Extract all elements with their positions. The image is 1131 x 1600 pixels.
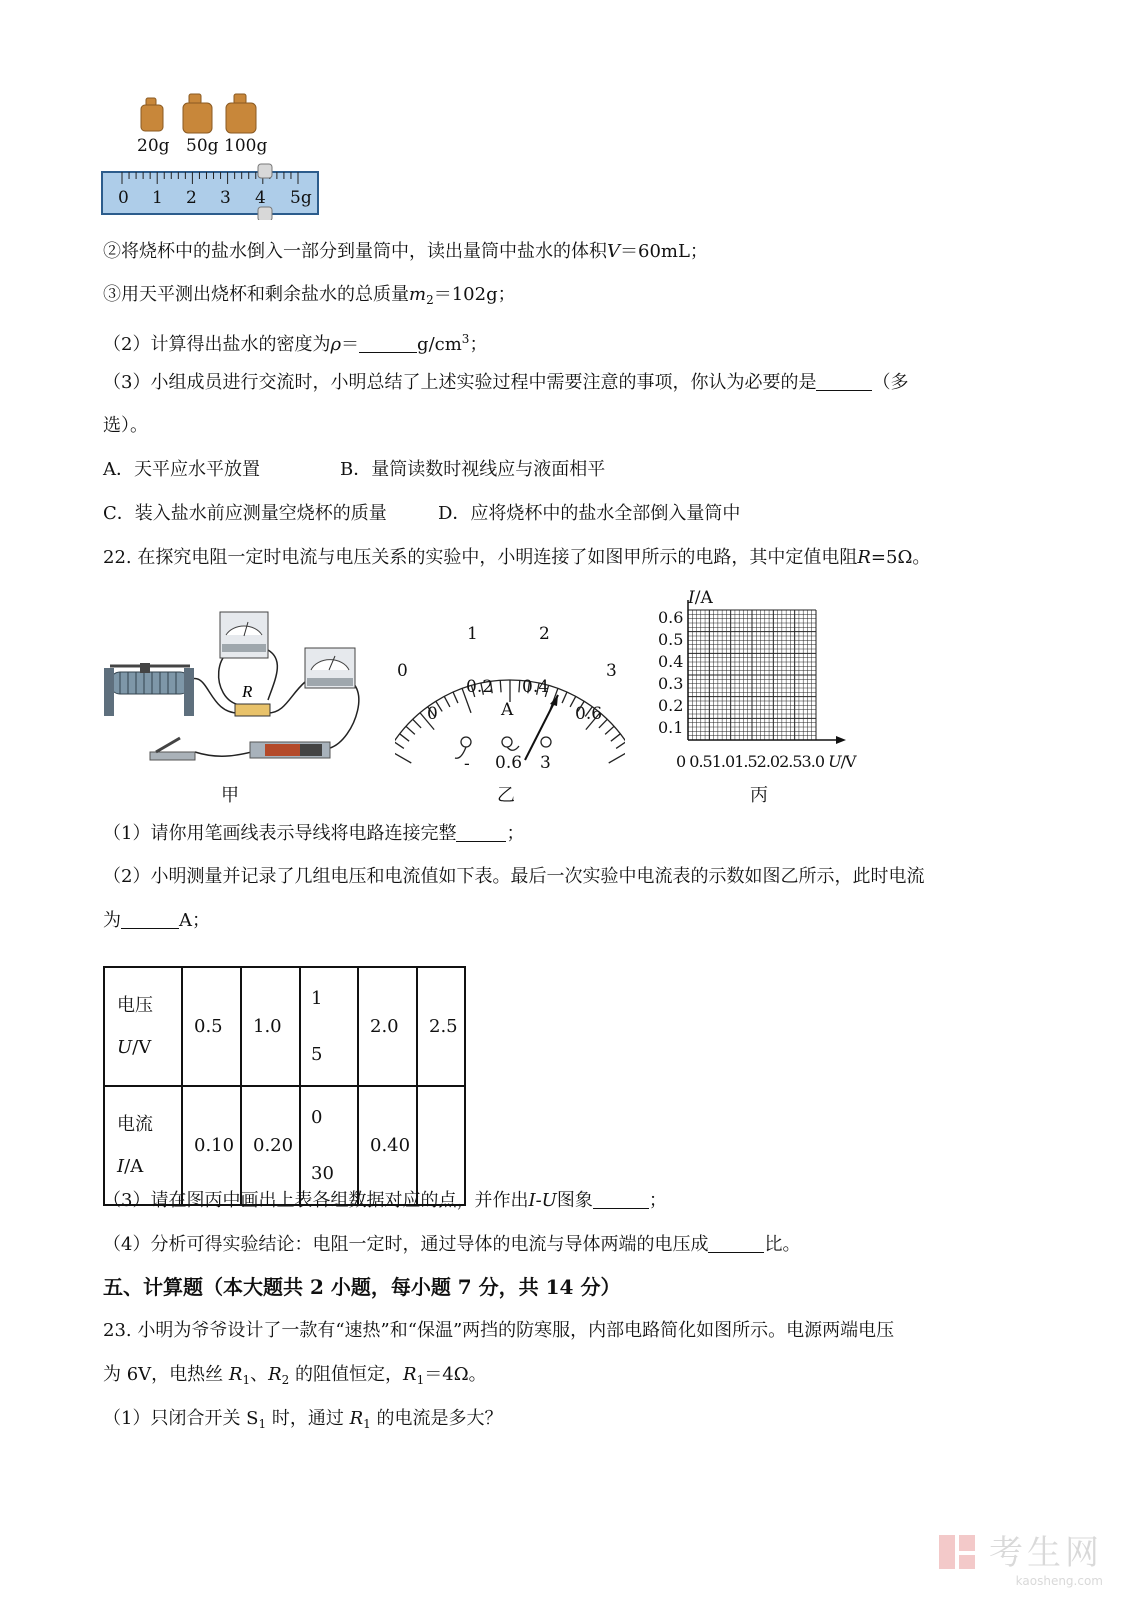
q22-stem: 22. 在探究电阻一定时电流与电压关系的实验中，小明连接了如图甲所示的电路，其中定值电阻R=5Ω。	[103, 547, 931, 568]
table-cell: 1.0	[241, 967, 300, 1086]
xtick: 0	[676, 752, 686, 771]
answer-blank-circuit[interactable]	[456, 823, 506, 842]
q23-stem-1: 23. 小明为爷爷设计了一款有“速热”和“保温”两挡的防寒服，内部电路简化如图所示。电源两端电压	[103, 1320, 895, 1341]
q22-part3: （3）请在图丙中画出上表各组数据对应的点，并作出I-U图象 ；	[103, 1190, 667, 1211]
q22-part2: （2）小明测量并记录了几组电压和电流值如下表。最后一次实验中电流表的示数如图乙所示，此时电流	[103, 866, 925, 887]
q21-part3: （3）小组成员进行交流时，小明总结了上述实验过程中需要注意的事项，你认为必要的是 （多	[103, 372, 909, 393]
terminal-label-3: 3	[540, 753, 551, 773]
dial-top-0: 0	[397, 661, 408, 681]
q22-part1: （1）请你用笔画线表示导线将电路连接完整 ；	[103, 823, 525, 844]
xtick: 2.5	[779, 752, 802, 771]
watermark	[989, 1525, 1103, 1588]
table-cell: 0.20	[241, 1086, 300, 1205]
dial-top-2: 2	[539, 624, 550, 644]
step-2: ②将烧杯中的盐水倒入一部分到量筒中，读出量筒中盐水的体积V＝60mL；	[103, 241, 708, 262]
q23-part1: （1）只闭合开关 $S_1$ 时，通过 $R_1$ 的电流是多大？	[103, 1408, 503, 1431]
weight-label-20g: 20g	[137, 136, 170, 156]
dial-bottom-0-2: 0.2	[466, 677, 494, 697]
xtick: 1.5	[734, 752, 757, 771]
terminal-0-6	[502, 737, 512, 747]
scale-tick-0: 0	[118, 188, 129, 208]
dial-tick	[616, 742, 625, 749]
rheostat	[104, 663, 194, 716]
rider-scale	[100, 162, 322, 220]
graph-yticks	[658, 607, 683, 739]
weight-50g	[183, 103, 212, 133]
table-cell: 2.0	[358, 967, 417, 1086]
watermark-en: kaosheng.com	[1015, 1574, 1103, 1588]
dial-tick	[609, 750, 625, 763]
answer-blank-current[interactable]	[121, 910, 179, 929]
table-cell-split: 1 5	[300, 967, 358, 1086]
dial-bottom-0-6: 0.6	[575, 704, 603, 724]
ytick: 0.1	[658, 718, 684, 737]
answer-blank-precautions[interactable]	[816, 372, 872, 391]
data-table	[103, 966, 466, 1206]
xtick: 3.0	[801, 752, 824, 771]
scale-tick-2: 2	[186, 188, 197, 208]
dial-tick	[500, 680, 501, 692]
xtick: 0.5	[689, 752, 712, 771]
iu-graph	[680, 598, 860, 758]
step-3: ③用天平测出烧杯和剩余盐水的总质量$m_2=102g$；	[103, 284, 516, 307]
scale-tick-3: 3	[220, 188, 231, 208]
row-label-current: 电流 I/A	[104, 1086, 182, 1205]
ammeter	[305, 648, 355, 688]
dial-tick	[406, 726, 415, 734]
dial-top-3: 3	[606, 661, 617, 681]
dial-tick	[400, 734, 409, 741]
table-row-voltage	[104, 967, 465, 1086]
dial-bottom-0-4: 0.4	[522, 677, 550, 697]
graph-xlabel: U	[828, 752, 841, 771]
scale-tick-4: 4	[255, 188, 266, 208]
dial-bottom-0: 0	[427, 704, 438, 724]
rider-bottom	[258, 207, 272, 220]
q22-part4: （4）分析可得实验结论：电阻一定时，通过导体的电流与导体两端的电压成 比。	[103, 1234, 801, 1255]
terminal-neg	[461, 737, 471, 747]
table-cell: 2.5	[417, 967, 465, 1086]
dial-top-1: 1	[467, 624, 478, 644]
circuit-figure	[100, 600, 370, 775]
battery	[250, 742, 330, 758]
weight-label-100g: 100g	[224, 136, 268, 156]
table-cell-split: 0 30	[300, 1086, 358, 1205]
dial-tick	[562, 692, 567, 703]
weights-figure	[130, 90, 280, 135]
ytick: 0.5	[658, 630, 684, 649]
terminal-label-neg: -	[464, 754, 470, 774]
answer-blank-graph[interactable]	[593, 1190, 649, 1209]
table-cell: 0.40	[358, 1086, 417, 1205]
figure-label-jia: 甲	[221, 785, 239, 806]
figure-label-bing: 丙	[750, 785, 768, 806]
table-cell: 0.10	[182, 1086, 241, 1205]
row-label-voltage: 电压 U/V	[104, 967, 182, 1086]
option-a: A．天平应水平放置	[103, 459, 260, 480]
xtick: 1.0	[711, 752, 735, 771]
dial-unit: A	[501, 700, 514, 720]
x-axis-arrow	[836, 736, 846, 744]
scale-tick-1: 1	[152, 188, 163, 208]
dial-tick	[605, 726, 614, 734]
answer-blank-proportion[interactable]	[708, 1234, 764, 1253]
watermark-cn: 考生网	[989, 1533, 1103, 1573]
wire	[268, 650, 277, 700]
option-b: B．量筒读数时视线应与液面相平	[340, 459, 606, 480]
weight-label-50g: 50g	[186, 136, 219, 156]
table-cell-empty[interactable]	[417, 1086, 465, 1205]
graph-ylabel: I/A	[688, 588, 713, 608]
q23-stem-2: 为 6V，电热丝 $R_1$、$R_2$ 的阻值恒定，$R_1=4\Omega$。	[103, 1364, 487, 1387]
ytick: 0.3	[658, 674, 684, 693]
option-d: D．应将烧杯中的盐水全部倒入量筒中	[438, 503, 741, 524]
dial-tick	[611, 734, 620, 741]
voltmeter	[220, 612, 268, 658]
table-cell: 0.5	[182, 967, 241, 1086]
figure-label-yi: 乙	[497, 785, 515, 806]
xtick: 2.0	[756, 752, 780, 771]
rider-top	[258, 164, 272, 178]
weight-100g	[226, 103, 256, 133]
switch	[150, 738, 195, 760]
option-c: C．装入盐水前应测量空烧杯的质量	[103, 503, 387, 524]
needle-head	[550, 695, 558, 706]
section-heading: 五、计算题（本大题共 2 小题，每小题 7 分，共 14 分）	[103, 1275, 621, 1299]
fixed-resistor	[235, 704, 270, 716]
dial-tick	[453, 692, 458, 703]
weight-20g	[141, 105, 163, 131]
terminal-3	[541, 737, 551, 747]
q22-part2-cont: 为 A；	[103, 910, 210, 931]
dial-tick	[519, 680, 520, 692]
dial-tick	[395, 742, 404, 749]
resistor-label: R	[242, 682, 253, 701]
ytick: 0.2	[658, 696, 684, 715]
dial-tick	[444, 696, 450, 707]
answer-blank-density[interactable]	[359, 334, 417, 353]
dial-tick	[395, 750, 411, 763]
ytick: 0.6	[658, 608, 684, 627]
graph-xticks: 0 0.51.01.52.02.53.0 U/V	[676, 752, 856, 771]
terminal-label-0-6: 0.6	[495, 753, 523, 773]
scale-tick-5g: 5g	[290, 188, 312, 208]
q21-part3-cont: 选）。	[103, 415, 148, 436]
scale-bar	[102, 172, 318, 214]
q21-part2: （2）计算得出盐水的密度为$\rho= g/cm^3$；	[103, 332, 488, 355]
table-row-current	[104, 1086, 465, 1205]
watermark-logo-icon	[937, 1529, 983, 1575]
dial-tick	[413, 719, 421, 728]
ytick: 0.4	[658, 652, 684, 671]
